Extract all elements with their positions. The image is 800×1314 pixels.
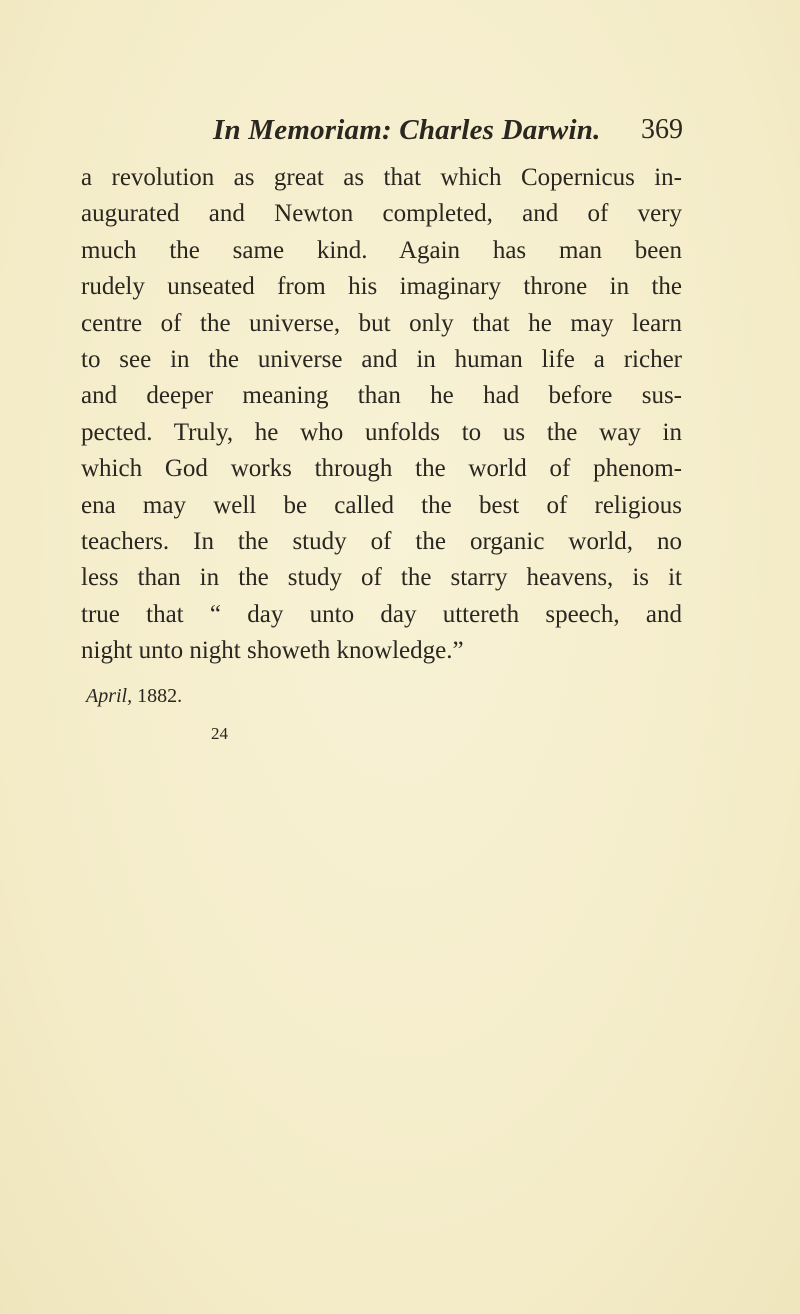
text-line: to see in the universe and in human life a richer: [81, 345, 682, 373]
text-line: ena may well be called the best of religious: [81, 491, 682, 519]
page-header: [213, 114, 683, 154]
text-line: which God works through the world of phenom-: [81, 455, 682, 483]
text-line: teachers. In the study of the organic world, no: [81, 527, 682, 555]
text-line: night unto night showeth knowledge.”: [81, 637, 464, 665]
text-line: pected. Truly, he who unfolds to us the way in: [81, 418, 682, 446]
text-line: and deeper meaning than he had before sus-: [81, 382, 682, 410]
text-line: less than in the study of the starry heavens, is it: [81, 564, 682, 592]
text-line: much the same kind. Again has man been: [81, 236, 682, 264]
text-line: a revolution as great as that which Copernicus in-: [81, 164, 682, 191]
signoff-month: April,: [86, 685, 133, 707]
page-number: 369: [641, 114, 683, 145]
date-signoff: [86, 685, 182, 708]
signoff-year: 1882.: [137, 685, 183, 707]
text-line: true that “ day unto day uttereth speech, and: [81, 600, 682, 628]
running-title: In Memoriam: Charles Darwin.: [213, 114, 601, 146]
body-text: [81, 160, 682, 669]
text-line: rudely unseated from his imaginary throne in the: [81, 273, 682, 301]
text-line: augurated and Newton completed, and of very: [81, 200, 682, 228]
signature-mark: 24: [211, 724, 228, 743]
text-line: centre of the universe, but only that he may learn: [81, 309, 682, 337]
